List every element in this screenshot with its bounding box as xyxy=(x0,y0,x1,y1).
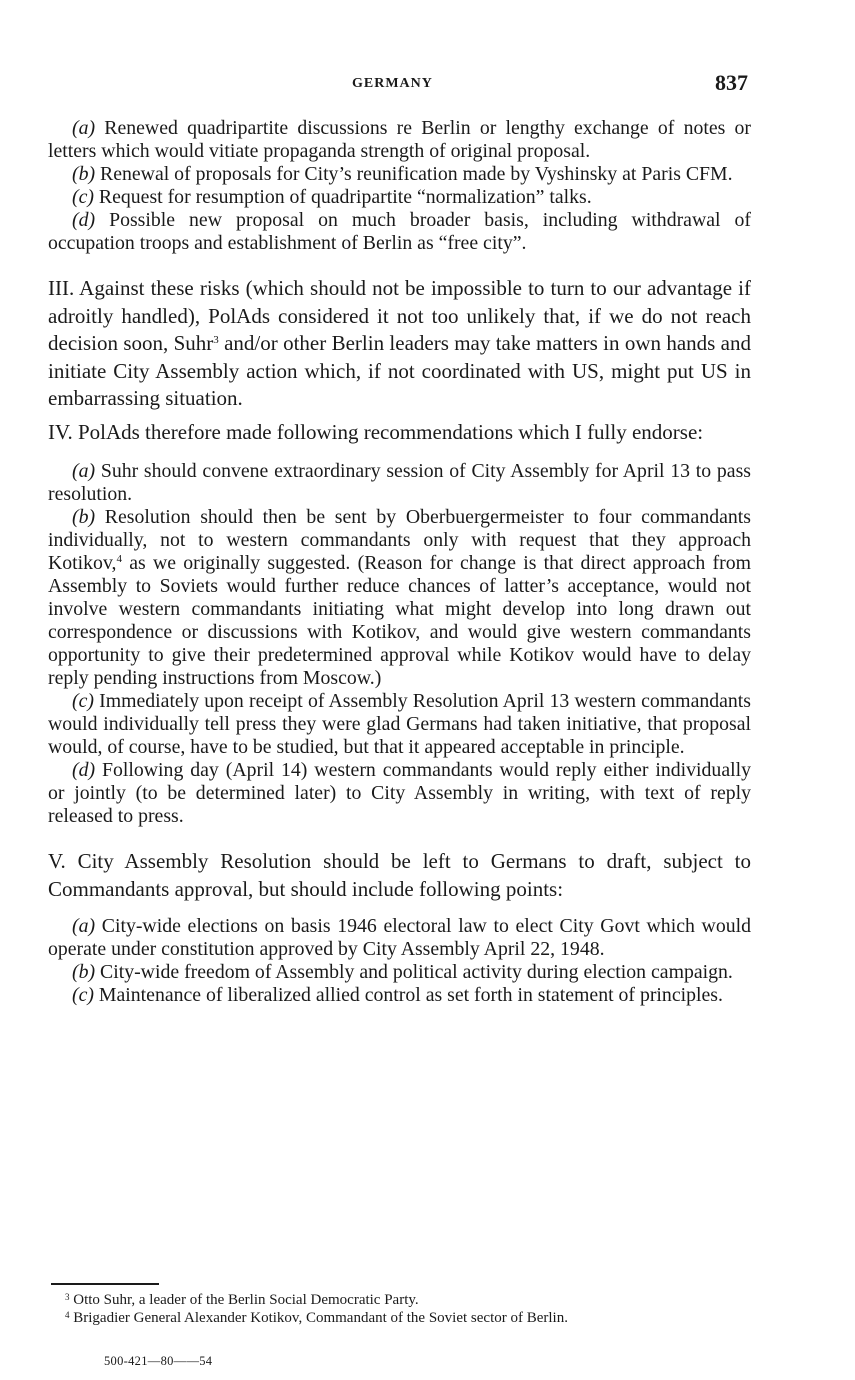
item-label: (a) xyxy=(72,460,96,482)
list-item: (d) Possible new proposal on much broader basis, including withdrawal of occupation troops and establishment of Berlin as “free city”. xyxy=(48,209,751,254)
footnote-ref: 4 xyxy=(116,553,122,565)
list-item: (b) Resolution should then be sent by Oberbuergermeister to four commandants individually, not to western commandants only with request that they approach Kotikov,$^4$ as we originally suggested. (Reason for change is that direct approach from Assembly to Soviets would further reduce chances of latter’s acceptance, would not involve western commandants initiating what might develop into long drawn out correspondence or discussions with Kotikov, and would give western commandants opportunity to give their predetermined approval while Kotikov would have to delay reply pending instructions from Moscow.) xyxy=(48,506,751,689)
footnote-mark: 3 xyxy=(65,1292,70,1302)
main-text xyxy=(48,117,751,1007)
list-item: (a) Suhr should convene extraordinary session of City Assembly for April 13 to pass resolution. xyxy=(48,460,751,505)
points-list xyxy=(48,915,751,1007)
print-code: 500-421—80——54 xyxy=(104,1354,213,1368)
risk-list xyxy=(48,117,751,255)
item-label: (d) xyxy=(72,759,96,781)
paragraph: III. Against these risks (which should not be impossible to turn to our advantage if adroitly handled), PolAds considered it not too unlikely that, if we do not reach decision soon, Suhr$^3$ and/or other Berlin leaders may take matters in own hands and initiate City Assembly action which, if not coordinated with US, might put US in embarrassing situation. xyxy=(48,276,751,410)
item-label: (c) xyxy=(72,186,94,208)
section-iii xyxy=(48,275,751,413)
item-label: (a) xyxy=(72,915,96,937)
footnote-ref: 3 xyxy=(213,334,219,346)
item-label: (b) xyxy=(72,163,96,185)
list-item: (a) City-wide elections on basis 1946 electoral law to elect City Govt which would operate under constitution approved by City Assembly April 22, 1948. xyxy=(48,915,751,960)
footnote-divider xyxy=(51,1283,159,1285)
page-number: 837 xyxy=(715,70,748,95)
item-label: (c) xyxy=(72,690,94,712)
running-head: GERMANY xyxy=(352,76,433,91)
footnote: $^4$ Brigadier General Alexander Kotikov, Commandant of the Soviet sector of Berlin. xyxy=(65,1310,568,1326)
footnote-mark: 4 xyxy=(65,1310,70,1320)
section-iv xyxy=(48,419,751,447)
footnotes xyxy=(51,1291,751,1327)
item-label: (b) xyxy=(72,961,96,983)
list-item: (d) Following day (April 14) western commandants would reply either individually or jointly (to be determined later) to City Assembly in writing, with text of reply released to press. xyxy=(48,759,751,827)
item-label: (a) xyxy=(72,117,96,139)
item-label: (b) xyxy=(72,506,96,528)
paragraph: V. City Assembly Resolution should be left to Germans to draft, subject to Commandants approval, but should include following points: xyxy=(48,849,751,901)
page-header xyxy=(0,70,855,100)
list-item: (b) Renewal of proposals for City’s reunification made by Vyshinsky at Paris CFM. xyxy=(72,163,733,185)
list-item: (b) City-wide freedom of Assembly and political activity during election campaign. xyxy=(72,961,733,983)
list-item: (c) Immediately upon receipt of Assembly Resolution April 13 western commandants would individually tell press they were glad Germans had taken initiative, that proposal would, of course, have to be studied, but that it appeared acceptable in principle. xyxy=(48,690,751,758)
item-label: (c) xyxy=(72,984,94,1006)
item-label: (d) xyxy=(72,209,96,231)
footnote: $^3$ Otto Suhr, a leader of the Berlin Social Democratic Party. xyxy=(65,1292,419,1308)
paragraph: IV. PolAds therefore made following recommendations which I fully endorse: xyxy=(48,419,704,444)
list-item: (c) Request for resumption of quadripartite “normalization” talks. xyxy=(72,186,592,208)
list-item: (c) Maintenance of liberalized allied control as set forth in statement of principles. xyxy=(72,984,723,1006)
recommendation-list xyxy=(48,460,751,828)
list-item: (a) Renewed quadripartite discussions re Berlin or lengthy exchange of notes or letters which would vitiate propaganda strength of original proposal. xyxy=(48,117,751,162)
section-v xyxy=(48,848,751,903)
